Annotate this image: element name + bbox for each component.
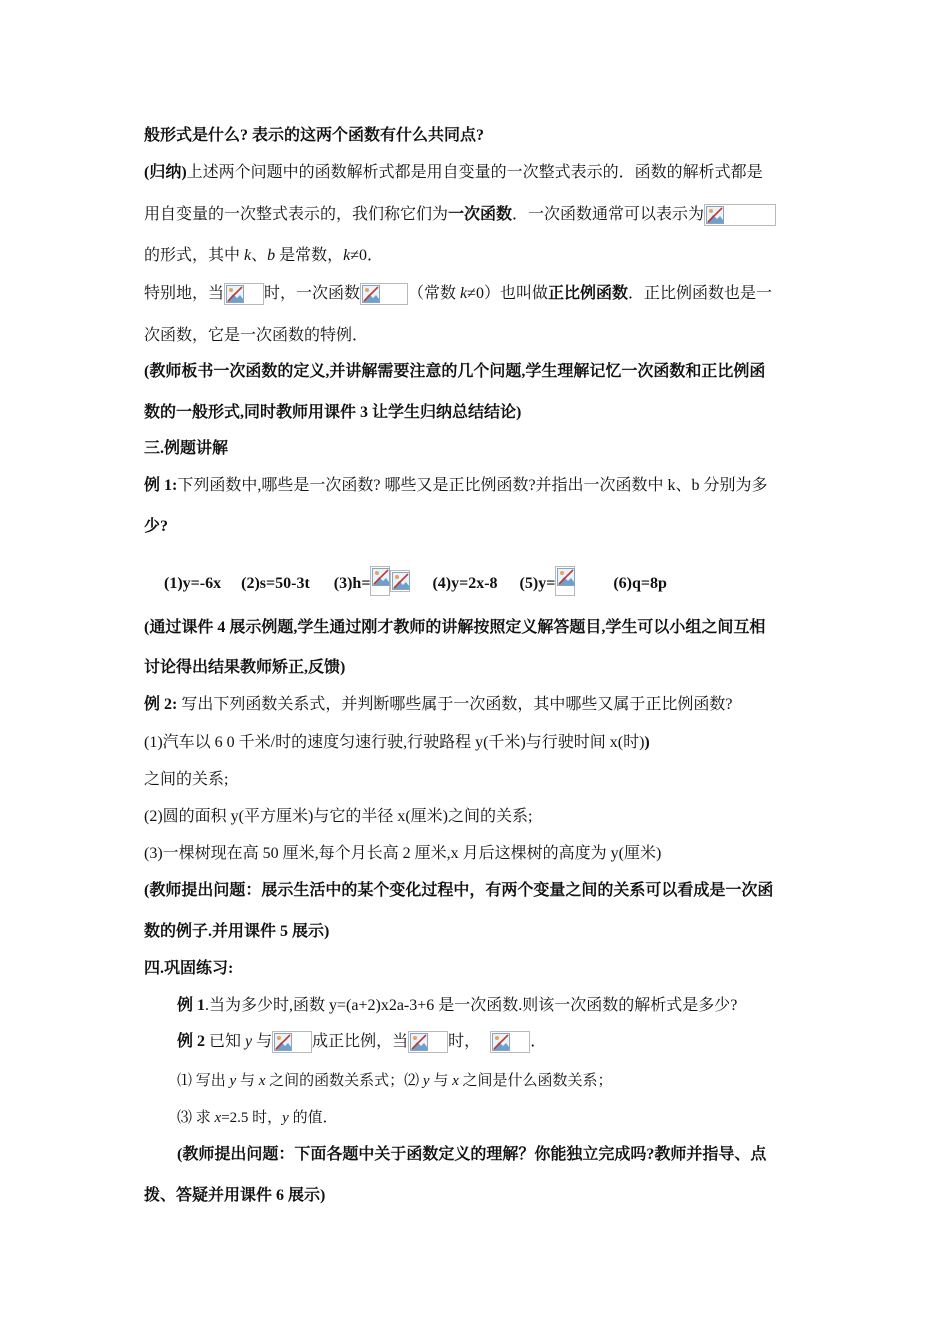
term-proportional-function: 正比例函数 [547, 285, 628, 302]
example-label: 例 2 [177, 1033, 206, 1050]
math-var: y [229, 1073, 237, 1089]
math-var: k [460, 285, 468, 302]
paragraph-line [144, 806, 532, 828]
paragraph-line [144, 204, 776, 226]
text-span: (教师提出问题：下面各题中关于函数定义的理解？你能独立完成吗?教师并指导、点 [177, 1146, 767, 1163]
text-span: 少? [144, 518, 169, 535]
text-span: (2)圆的面积 y(平方厘米)与它的半径 x(厘米)之间的关系; [144, 808, 533, 825]
formula-image [360, 283, 408, 305]
text-span: ⑶ 求 [177, 1110, 215, 1126]
text-span: ≠0． [350, 247, 384, 264]
math-var: y [245, 1033, 253, 1050]
text-span: 与 [236, 1073, 259, 1089]
fraction-image [555, 566, 575, 596]
paragraph-line [144, 921, 329, 943]
paragraph-line [144, 880, 773, 902]
text-span: 、 [251, 247, 268, 264]
function-item: (5)y= [519, 575, 556, 592]
function-item: (6)q=8p [613, 575, 667, 592]
paragraph-line [144, 475, 768, 497]
formula-image [704, 204, 776, 226]
paragraph-line [144, 361, 765, 383]
paragraph-line [144, 617, 765, 639]
text-span: 的值． [288, 1110, 338, 1126]
broken-image-icon [410, 1033, 428, 1051]
broken-image-icon [372, 568, 390, 586]
fraction-image [370, 566, 390, 596]
paragraph-line [144, 843, 661, 865]
text-span: 之间的关系; [144, 771, 229, 788]
paragraph-line [144, 245, 383, 267]
formula-image [490, 1031, 530, 1053]
example-label: 例 1 [177, 997, 206, 1014]
text-span: 数的一般形式,同时教师用课件 3 让学生归纳总结结论) [144, 404, 522, 421]
math-var: b [267, 247, 276, 264]
example-label: 例 1: [144, 477, 178, 494]
broken-image-icon [392, 572, 410, 590]
math-var: x [452, 1073, 459, 1089]
paragraph-line [144, 769, 228, 791]
formula-image [408, 1031, 448, 1053]
formula-image [224, 283, 264, 305]
fraction-image [390, 570, 410, 592]
text-span: 与 [252, 1033, 273, 1050]
text-span: 下列函数中,哪些是一次函数? 哪些又是正比例函数?并指出一次函数中 k、b 分别为多 [177, 477, 768, 494]
paragraph-line [177, 1144, 766, 1166]
text-span: .当为多少时,函数 y=(a+2)x2a-3+6 是一次函数.则该一次函数的解析式是多少? [205, 997, 738, 1014]
text-span: 之间是什么函数关系； [458, 1073, 613, 1089]
section-heading [144, 438, 228, 460]
math-var: y [282, 1110, 289, 1126]
text-span: (1)汽车以 6 0 千米/时的速度匀速行驶,行驶路程 y(千米)与行驶时间 x(时) [144, 734, 645, 751]
paragraph-line [144, 283, 772, 305]
broken-image-icon [362, 285, 380, 303]
math-var: x [214, 1110, 222, 1126]
math-var: k [343, 247, 351, 264]
text-span: 写出下列函数关系式，并判断哪些属于一次函数，其中哪些又属于正比例函数? [177, 696, 733, 713]
paragraph-line [144, 162, 763, 184]
text-span: 次函数，它是一次函数的特例． [144, 327, 369, 344]
section-heading [144, 958, 233, 980]
broken-image-icon [274, 1033, 292, 1051]
text-span: (教师板书一次函数的定义,并讲解需要注意的几个问题,学生理解记忆一次函数和正比例函 [144, 363, 766, 380]
function-item: (3)h= [333, 575, 371, 592]
text-span: 用自变量的一次整式表示的，我们称它们为 [144, 206, 449, 223]
text-span: 是常数， [275, 247, 344, 264]
text-span: (3)一棵树现在高 50 厘米,每个月长高 2 厘米,x 月后这棵树的高度为 y(厘米) [144, 845, 662, 862]
text-span: 上述两个问题中的函数解析式都是用自变量的一次整式表示的．函数的解析式都是 [186, 164, 763, 181]
text-span: ．正比例函数也是一 [627, 285, 772, 302]
text-span: (通过课件 4 展示例题,学生通过刚才教师的讲解按照定义解答题目,学生可以小组之间互相 [144, 619, 766, 636]
text-span: 拨、答疑并用课件 6 展示) [144, 1187, 326, 1204]
text-span: ≠0）也叫做 [467, 285, 548, 302]
paragraph-line [144, 732, 650, 754]
text-span: (教师提出问题：展示生活中的某个变化过程中，有两个变量之间的关系可以看成是一次函 [144, 882, 774, 899]
text-span: 的形式，其中 [144, 247, 245, 264]
broken-image-icon [706, 206, 724, 224]
term-linear-function: 一次函数 [448, 206, 513, 223]
text-span: 已知 [205, 1033, 246, 1050]
text-span: 四.巩固练习: [144, 960, 234, 977]
paragraph-line [177, 995, 737, 1017]
function-item: (1)y=-6x [164, 575, 222, 592]
paragraph-line [177, 1031, 546, 1053]
paragraph-line [177, 1070, 613, 1092]
text-span: 三.例题讲解 [144, 440, 229, 457]
function-item: (4)y=2x-8 [432, 575, 498, 592]
formula-image [272, 1031, 312, 1053]
text-span: 数的例子.并用课件 5 展示) [144, 923, 330, 940]
paragraph-line [144, 402, 521, 424]
paragraph-line [144, 1185, 325, 1207]
paragraph-line [144, 125, 484, 147]
text-span: 时，一次函数 [264, 285, 361, 302]
text-span: 般形式是什么? 表示的这两个函数有什么共同点? [144, 127, 485, 144]
broken-image-icon [557, 568, 575, 586]
text-span: 特别地，当 [144, 285, 225, 302]
function-list [164, 566, 667, 596]
math-var: x [258, 1073, 266, 1089]
function-item: (2)s=50-3t [241, 575, 310, 592]
text-span: ． [530, 1033, 547, 1050]
paragraph-line [144, 657, 345, 679]
paragraph-line [144, 325, 368, 347]
broken-image-icon [492, 1033, 510, 1051]
example-label: 例 2: [144, 696, 178, 713]
text-span: ) [644, 734, 650, 751]
text-span: 与 [429, 1073, 453, 1089]
paragraph-line [144, 694, 732, 716]
bold-label: (归纳) [144, 164, 187, 181]
text-span: 之间的函数关系式；⑵ [265, 1073, 423, 1089]
paragraph-line [144, 516, 168, 538]
text-span: ⑴ 写出 [177, 1073, 230, 1089]
text-span: （常数 [408, 285, 461, 302]
text-span: 讨论得出结果教师矫正,反馈) [144, 659, 346, 676]
text-span: ．一次函数通常可以表示为 [512, 206, 705, 223]
text-span: 成正比例，当 [312, 1033, 409, 1050]
text-span: =2.5 时， [221, 1110, 283, 1126]
math-var: y [422, 1073, 430, 1089]
text-span: 时， [448, 1033, 481, 1050]
paragraph-line [177, 1107, 338, 1129]
math-var: k [244, 247, 252, 264]
broken-image-icon [226, 285, 244, 303]
